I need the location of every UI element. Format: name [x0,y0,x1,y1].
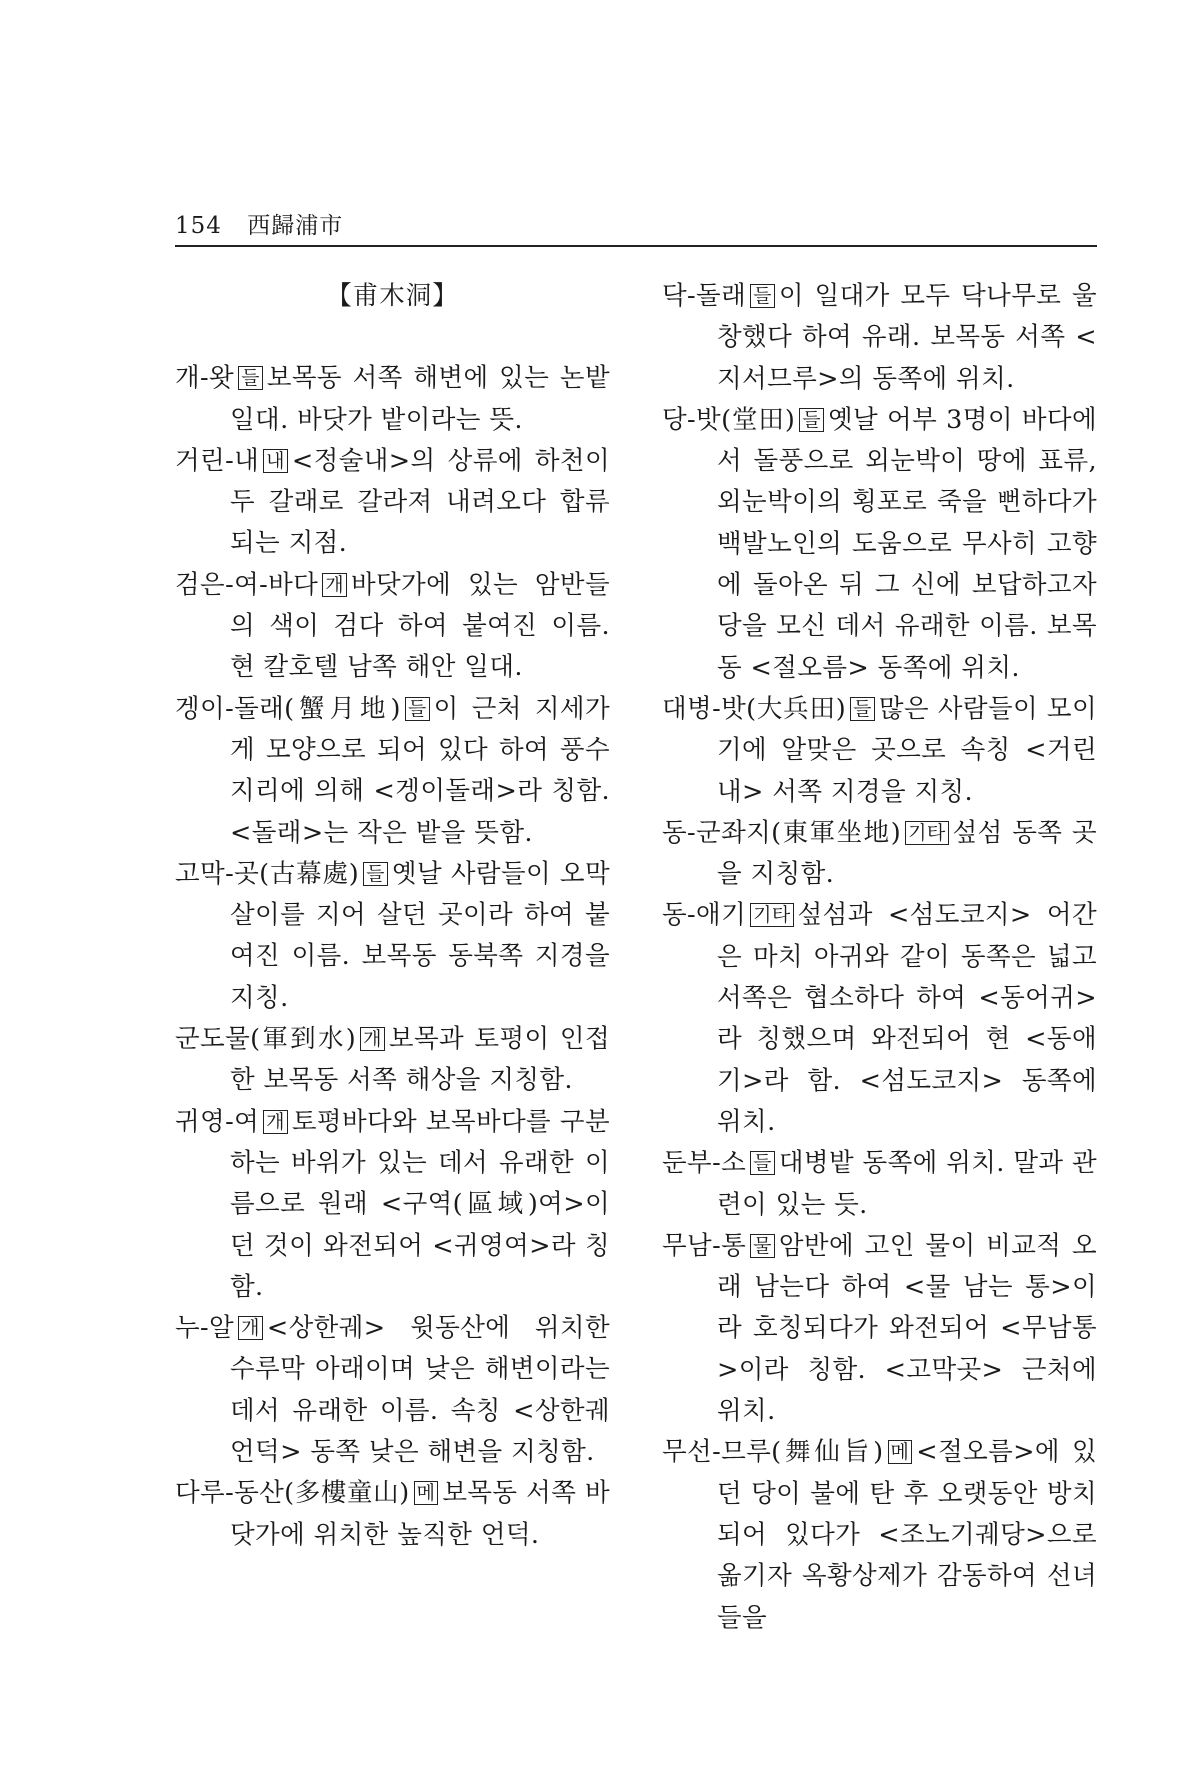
category-tag: 들 [750,1151,775,1175]
entry [662,400,1097,689]
entry [662,1226,1097,1432]
category-tag: 물 [750,1234,775,1258]
entry-text: 이 근처 지세가 게 모양으로 되어 있다 하여 풍수지리에 의해 <겡이돌래>라 칭함. <돌래>는 작은 밭을 뜻함. [230,693,610,848]
entry [662,689,1097,813]
entry-headword: 무선-므루(舞仙旨) [662,1437,884,1468]
category-tag: 개 [322,573,347,597]
entry-headword: 겡이-돌래(蟹月地) [175,693,401,724]
entry-text: 보목동 서쪽 바닷가에 위치한 높직한 언덕. [230,1478,610,1550]
category-tag: 들 [850,697,875,721]
entry-headword: 개-왓 [175,363,235,394]
entry-text: <절오름>에 있던 당이 불에 탄 후 오랫동안 방치되어 있다가 <조노기궤당>으로 옮기자 옥황상제가 감동하여 선녀들을 [717,1437,1097,1633]
entry-text: 바닷가에 있는 암반들의 색이 검다 하여 붙여진 이름. 현 칼호텔 남쪽 해안 일대. [230,569,610,683]
category-tag: 개 [263,1110,288,1134]
right-column [662,276,1097,1639]
entry-text: 이 일대가 모두 닥나무로 울창했다 하여 유래. 보목동 서쪽 <지서므루>의 동쪽에 위치. [717,281,1097,394]
category-tag: 개 [360,1027,385,1051]
page-number: 154 [175,213,222,239]
category-tag: 들 [799,408,824,432]
entry-text: 토평바다와 보목바다를 구분하는 바위가 있는 데서 유래한 이름으로 원래 <구역(區域)여>이던 것이 와전되어 <귀영여>라 칭함. [230,1106,610,1302]
entry-headword: 군도물(軍到水) [175,1024,357,1055]
category-tag: 기타 [750,903,794,927]
entry-headword: 누-알 [175,1313,235,1344]
entry-headword: 닥-돌래 [662,281,747,311]
entry [662,813,1097,896]
category-tag: 내 [263,449,288,473]
category-tag: 메 [888,1440,913,1464]
entry-text: 옛날 사람들이 오막살이를 지어 살던 곳이라 하여 붙여진 이름. 보목동 동북쪽 지경을 지칭. [230,858,610,1013]
entry-headword: 귀영-여 [175,1106,260,1137]
entry-text: 대병밭 동쪽에 위치. 말과 관련이 있는 듯. [717,1148,1097,1220]
entry-text: 많은 사람들이 모이기에 알맞은 곳으로 속칭 <거린내> 서쪽 지경을 지칭. [717,693,1097,807]
entry-headword: 동-애기 [662,900,747,931]
category-tag: 기타 [905,821,949,845]
entry [175,854,610,1019]
entry-text: <상한궤> 윗동산에 위치한 수루막 아래이며 낮은 해변이라는 데서 유래한 이름. 속칭 <상한궤언덕> 동쪽 낮은 해변을 지칭함. [230,1313,610,1468]
entry-headword: 검은-여-바다 [175,569,319,600]
entry [175,565,610,689]
section-heading: 【甫木洞】 [326,281,459,311]
entry [175,358,610,441]
entry [662,895,1097,1143]
running-title: 西歸浦市 [247,213,344,239]
entry-text: 암반에 고인 물이 비교적 오래 남는다 하여 <물 남는 통>이라 호칭되다가 와전되어 <무남통>이라 칭함. <고막곳> 근처에 위치. [717,1230,1097,1427]
entry [175,1308,610,1473]
entry [662,1432,1097,1638]
entry [175,689,610,854]
entry-text: 보목과 토평이 인접한 보목동 서쪽 해상을 지칭함. [230,1024,610,1096]
entry [662,1143,1097,1226]
category-tag: 개 [238,1316,263,1340]
entry [175,1019,610,1102]
entry [662,276,1097,400]
entry [175,441,610,565]
entry-text: 섶섬 동쪽 곳을 지칭함. [717,817,1097,890]
category-tag: 메 [414,1481,439,1505]
header-rule [175,245,1097,247]
entry-text: <정술내>의 상류에 하천이 두 갈래로 갈라져 내려오다 합류되는 지점. [230,445,610,559]
entry-headword: 무남-통 [662,1230,747,1261]
entry-text: 옛날 어부 3명이 바다에서 돌풍으로 외눈박이 땅에 표류, 외눈박이의 횡포로 죽을 뻔하다가 백발노인의 도움으로 무사히 고향에 돌아온 뒤 그 신에 보답하고자 당을 모신 데서 유래한 이름. 보목동 <절오름> 동쪽에 위치. [717,404,1097,683]
category-tag: 들 [238,366,263,390]
page-header [175,208,1097,244]
category-tag: 들 [363,862,388,886]
entry-text: 보목동 서쪽 해변에 있는 논밭 일대. 바닷가 밭이라는 뜻. [230,363,610,435]
entry-text: 섶섬과 <섬도코지> 어간은 마치 아귀와 같이 동쪽은 넓고 서쪽은 협소하다 하여 <동어귀>라 칭했으며 와전되어 현 <동애기>라 함. <섬도코지> 동쪽에 위치. [717,900,1097,1137]
entry [175,1102,610,1308]
category-tag: 들 [750,284,775,308]
entry-headword: 둔부-소 [662,1148,747,1179]
entry [175,1473,610,1556]
left-column [175,276,610,1556]
entry-headword: 거린-내 [175,445,260,476]
entry-headword: 다루-동산(多樓童山) [175,1478,410,1509]
entry-headword: 고막-곳(古幕處) [175,858,360,889]
category-tag: 들 [405,697,430,721]
entry-headword: 당-밧(堂田) [662,404,796,435]
entry-headword: 동-군좌지(東軍坐地) [662,817,902,848]
entry-headword: 대병-밧(大兵田) [662,693,847,724]
